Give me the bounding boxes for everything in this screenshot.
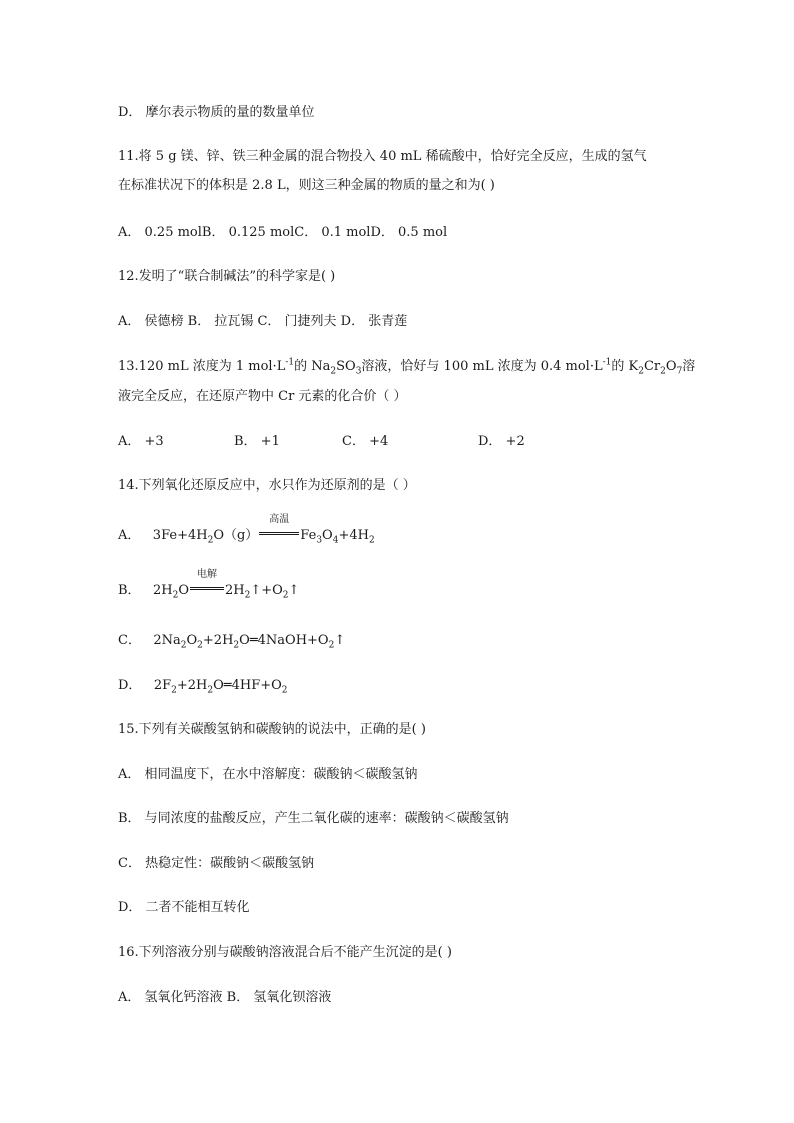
question-13-stem-line2: 液完全反应，在还原产物中 Cr 元素的化合价（ ）: [118, 389, 407, 404]
question-16-options: A． 氢氧化钙溶液 B． 氢氧化钡溶液: [118, 990, 332, 1005]
question-15-stem: 15.下列有关碳酸氢钠和碳酸钠的说法中，正确的是( ): [118, 722, 426, 737]
question-14-option-b: B． $2H_2O$ 电解 $2H_2↑+O_2↑$: [118, 569, 300, 601]
question-14-option-d: D． $2F_2+2H_2O═4HF+O_2$: [118, 678, 288, 696]
question-11-stem-line1: 11.将 5 g 镁、锌、铁三种金属的混合物投入 40 mL 稀硫酸中，恰好完全反应，生成的氢气: [118, 149, 647, 164]
question-10-option-d: D． 摩尔表示物质的量的数量单位: [118, 105, 315, 120]
question-16-stem: 16.下列溶液分别与碳酸钠溶液混合后不能产生沉淀的是( ): [118, 945, 452, 960]
question-15-option-b: B． 与同浓度的盐酸反应，产生二氧化碳的速率：碳酸钠＜碳酸氢钠: [118, 811, 509, 826]
question-13-option-b: B． +1: [234, 434, 280, 449]
reaction-condition-electrolysis: 电解: [190, 582, 224, 600]
question-13-option-c: C． +4: [342, 434, 389, 449]
question-13-option-a: A． +3: [118, 434, 164, 449]
reaction-condition-high-temp: 高温: [259, 527, 299, 545]
question-15-option-a: A． 相同温度下，在水中溶解度：碳酸钠＜碳酸氢钠: [118, 767, 418, 782]
question-14-stem: 14.下列氧化还原反应中，水只作为还原剂的是（ ）: [118, 478, 416, 493]
question-15-option-c: C． 热稳定性：碳酸钠＜碳酸氢钠: [118, 856, 315, 871]
question-13-stem-line1: 13.120 mL 浓度为 1 $mol\cdot L^{-1}$的 $Na_2SO_3$溶液，恰好与 100 mL 浓度为 0.4 $mol\cdot L^{-1}$的 $K_2Cr_2O_7$溶: [118, 357, 696, 377]
question-12-options: A． 侯德榜 B． 拉瓦锡 C． 门捷列夫 D． 张青莲: [118, 314, 408, 329]
question-13-option-d: D． +2: [478, 434, 525, 449]
question-11-options: A． 0.25 molB． 0.125 molC． 0.1 molD． 0.5 mol: [118, 225, 448, 240]
question-14-option-a: A． $3Fe+4H_2O(g)$ 高温 $Fe_3O_4+4H_2$: [118, 514, 375, 546]
question-15-option-d: D． 二者不能相互转化: [118, 900, 250, 915]
question-12-stem: 12.发明了“联合制碱法”的科学家是( ): [118, 269, 336, 284]
question-11-stem-line2: 在标准状况下的体积是 2.8 L，则这三种金属的物质的量之和为( ): [118, 178, 495, 193]
question-14-option-c: C． $2Na_2O_2+2H_2O═4NaOH+O_2↑$: [118, 633, 346, 651]
